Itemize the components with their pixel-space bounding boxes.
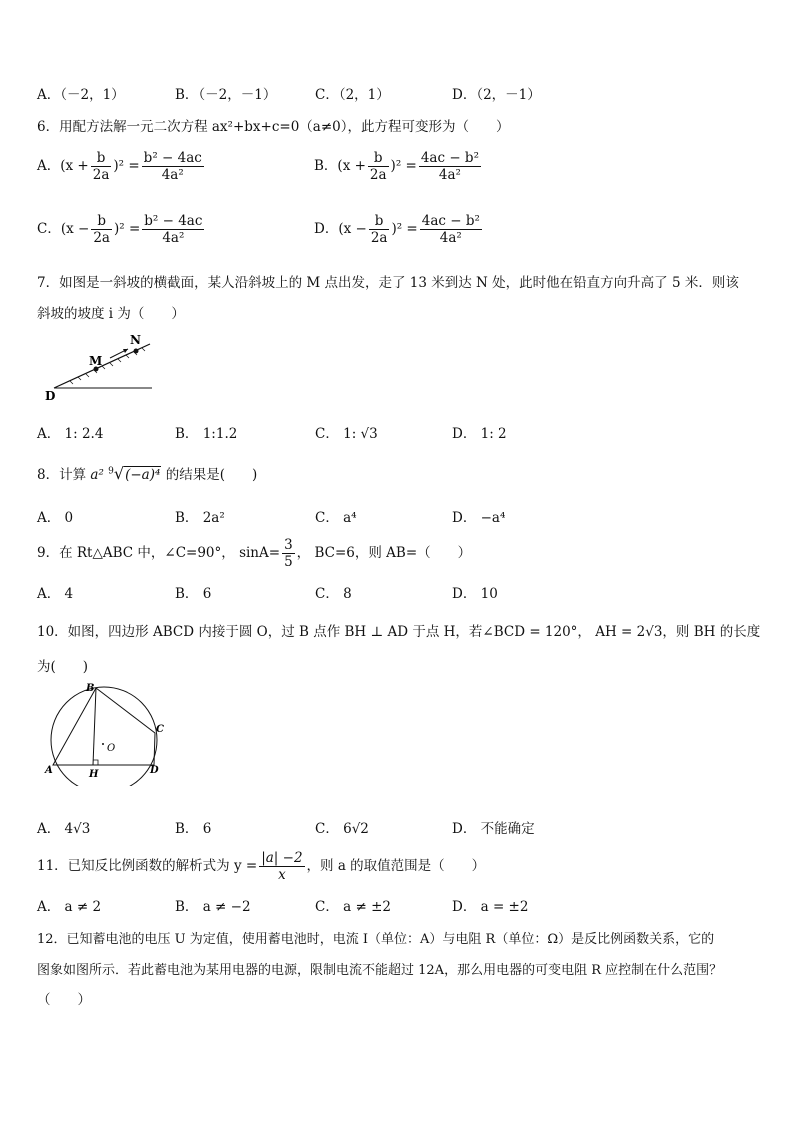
q6-a-frac-rhs: $\frac{\text{b² − 4ac}}{\text{4a²}}$ (143, 150, 202, 183)
q10-stem-line1: 10．如图，四边形 ABCD 内接于圆 O，过 B 点作 BH ⊥ AD 于点 H，若∠BCD = 120°， AH = 2√3，则 BH 的长度 (37, 624, 761, 640)
q5-option-a: A．（－2，1） (37, 87, 125, 103)
q7-label-m: M (89, 354, 103, 368)
q6-option-d: D．(x − $\frac{b}{2a}$ )² = $\frac{\text{4ac − b²}}{\text{4a²}}$ (314, 213, 480, 246)
q12-line2: 图象如图所示．若此蓄电池为某用电器的电源，限制电流不能超过 12A，那么用电器的可变电阻 R 应控制在什么范围？ (37, 963, 723, 978)
q10-option-d: D． 不能确定 (452, 821, 535, 837)
q5-option-d: D．（2，－1） (452, 87, 541, 103)
q10-quadrilateral (53, 688, 155, 765)
q10-circle (51, 687, 157, 786)
q7-option-b: B． 1:1.2 (175, 426, 238, 442)
q7-option-d: D． 1: 2 (452, 426, 507, 442)
svg-text:H: H (89, 769, 99, 780)
q9-option-d: D． 10 (452, 586, 498, 602)
q11-stem: 11．已知反比例函数的解析式为 y = $\frac{|a| -2}{x}$ ，则 a 的取值范围是（ ） (37, 850, 486, 883)
q10-stem-line2: 为( ) (37, 659, 89, 675)
q9-option-a: A． 4 (37, 586, 74, 602)
q8-option-a: A． 0 (37, 510, 74, 526)
q6-stem: 6．用配方法解一元二次方程 ax²+bx+c=0（a≠0），此方程可变形为（ ） (37, 119, 510, 135)
svg-text:C: C (156, 724, 164, 735)
q12-line3: （ ） (37, 992, 91, 1008)
q11-option-a: A． a ≠ 2 (37, 899, 102, 915)
q12-line1: 12．已知蓄电池的电压 U 为定值，使用蓄电池时，电流 I（单位：A）与电阻 R（单位：Ω）是反比例函数关系，它的 (37, 932, 715, 947)
q10-option-a: A． 4√3 (37, 821, 91, 837)
q8-option-b: B． 2a² (175, 510, 225, 526)
q7-slope-figure (40, 330, 160, 402)
q11-option-b: B． a ≠ −2 (175, 899, 251, 915)
q7-option-a: A． 1: 2.4 (37, 426, 104, 442)
q9-option-b: B． 6 (175, 586, 212, 602)
q6-option-b: B．(x + $\frac{b}{2a}$ )² = $\frac{\text{4ac − b²}}{\text{4a²}}$ (314, 150, 479, 183)
q11-option-c: C． a ≠ ±2 (315, 899, 391, 915)
q8-stem: 8．计算 a² $^9$√(−a)⁴ 的结果是( ) (37, 464, 258, 483)
q9-stem: 9．在 Rt△ABC 中，∠C=90°， sinA= $\frac{3}{5}$ ， BC=6，则 AB=（ ） (37, 537, 472, 570)
q7-stem-line1: 7．如图是一斜坡的横截面，某人沿斜坡上的 M 点出发，走了 13 米到达 N 处，此时他在铅直方向升高了 5 米．则该 (37, 275, 739, 291)
q7-label-n: N (130, 333, 141, 347)
q5-option-c: C．（2，1） (315, 87, 390, 103)
q6-a-label: A． (37, 158, 61, 174)
q7-stem-line2: 斜坡的坡度 i 为（ ） (37, 306, 185, 322)
q8-radicand: (−a)⁴ (125, 467, 161, 483)
svg-text:D: D (150, 765, 159, 776)
q5-option-b: B．（－2，－1） (175, 87, 277, 103)
q9-fraction: $\frac{3}{5}$ (284, 537, 293, 570)
svg-text:B: B (86, 683, 95, 694)
q7-point-n (134, 349, 139, 354)
q7-hatching (70, 348, 145, 384)
q10-bh-line (93, 688, 96, 765)
q10-center-dot (102, 743, 104, 745)
svg-text:O: O (107, 743, 116, 754)
q10-option-c: C． 6√2 (315, 821, 369, 837)
q6-option-c: C．(x − $\frac{b}{2a}$ )² = $\frac{\text{b² − 4ac}}{\text{4a²}}$ (37, 213, 203, 246)
q6-a-frac-b-2a: $\frac{b}{2a}$ (92, 150, 110, 183)
q11-fraction: $\frac{|a| -2}{x}$ (261, 850, 303, 883)
q6-a-lhs: (x + (60, 158, 89, 174)
q10-option-b: B． 6 (175, 821, 212, 837)
q6-option-a: A．(x + $\frac{b}{2a}$ )² = $\frac{\text{b² − 4ac}}{\text{4a²}}$ (37, 150, 202, 183)
q8-root-index: 9 (108, 466, 114, 477)
q11-option-d: D． a = ±2 (452, 899, 529, 915)
q9-option-c: C． 8 (315, 586, 352, 602)
q7-label-d: D (45, 389, 56, 402)
svg-text:A: A (45, 765, 53, 776)
q10-circle-figure (40, 678, 180, 786)
q7-option-c: C． 1: √3 (315, 426, 378, 442)
q8-option-c: C． a⁴ (315, 510, 357, 526)
q8-option-d: D． −a⁴ (452, 510, 506, 526)
